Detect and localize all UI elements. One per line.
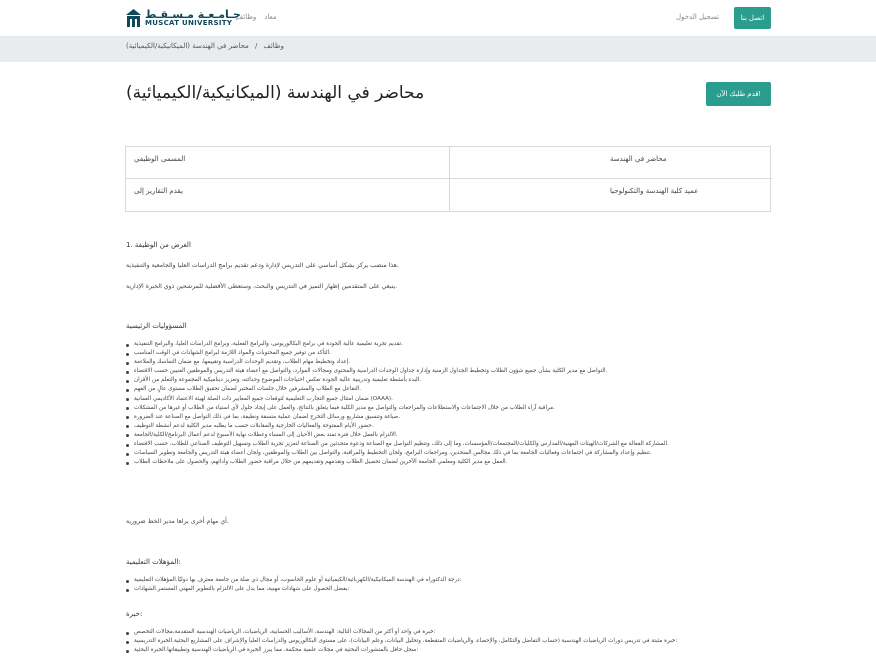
list-item: الالتزام بالعمل خلال فترة تمتد بعض الأحيان إلى المساء وعطلات نهاية الأسبوع لدعم أعمال البرنامج/الكلية/الجامعة. <box>126 431 669 440</box>
contact-button[interactable]: اتصل بنا <box>734 7 771 29</box>
purpose-paragraph-2: ينبغي على المتقدمين إظهار التميز في التدريس والبحث. وستعطى الأفضلية للمرشحين ذوي الخبرة الإدارية. <box>126 283 398 290</box>
reports-to-label: يقدم التقارير إلى <box>134 187 183 195</box>
breadcrumb <box>126 42 288 50</box>
reports-to-value: عميد كلية الهندسة والتكنولوجيا <box>449 179 772 211</box>
list-item: التفاعل مع الطلاب والمشرفين خلال جلسات المختبر لضمان تحقيق الطلاب مستوى عالٍ من الفهم. <box>126 385 669 394</box>
top-navbar <box>0 0 876 37</box>
responsibilities-list <box>126 340 669 467</box>
login-link[interactable]: تسجيل الدخول <box>676 13 720 21</box>
logo-arabic-text: جـامـعـة مـسـقـط <box>145 8 241 21</box>
nav-jobs-link[interactable]: وظائف <box>236 13 257 21</box>
list-item: التواصل مع مدير الكلية بشأن جميع شؤون الطلاب وتخطيط الجداول الزمنية وإدارة جداول الوحدات الدراسية والمحتوى ومجالات الموارد، والتواصل مع أعضاء هيئة التدريس والموظفين الفنيين حسب الاقتضاء. <box>126 367 669 376</box>
nav-institute-link[interactable]: معاد <box>264 13 277 21</box>
purpose-heading: 1. الغرض من الوظيفة <box>126 241 191 249</box>
list-item: تنظيم وإعداد والمشاركة في اجتماعات وفعاليات الجامعة بما في ذلك مجالس المتحدين، ومراجعات البرامج، ولجان التخطيط والمراقبة، والتواصل بين الطلاب والموظفين، ولجان أعضاء هيئة التدريس والجامعة وتطوير السياسات. <box>126 449 669 458</box>
list-item: سجل حافل بالمنشورات البحثية في مجلات علمية محكمة، مما يبرز الخبرة في الرياضيات الهندسية وتطبيقاتها.الخبرة البحثية: <box>126 646 677 655</box>
list-item: حضور الأيام المفتوحة والفعاليات الخارجية والمقابلات حسب ما يطلبه مدير الكلية لدعم أنشطة التوظيف. <box>126 422 669 431</box>
responsibilities-note: أي مهام أخرى يراها مدير الخط ضرورية. <box>126 518 229 525</box>
list-item: المشاركة الفعالة مع الشركات/الهيئات المهنية/المدارس والكليات/المجتمعات/المؤسسات، وما إلى ذلك، وتنظيم التواصل مع الصناعة ودعوة متحدثين من الصناعة لتعزيز تجربة الطلاب وتسهيل التوظيف الصناعي للطلاب، حسب الاقتضاء. <box>126 440 669 449</box>
page-title: محاضر في الهندسة (الميكانيكية/الكيميائية) <box>126 83 425 103</box>
list-item: البدء بأنشطة تعليمية وتدريبية عالية الجودة تعكس احتياجات الموضوع وحداثته، وتعزيز ديناميكية المجموعة والتعلم من الأقران. <box>126 376 669 385</box>
apply-now-button[interactable]: قدم طلبك الآن! <box>706 82 771 106</box>
list-item: خبرة مثبتة في تدريس دورات الرياضيات الهندسية (حساب التفاضل والتكامل، والإحصاء، والرياضيات المتقطعة، وتحليل البيانات، وعلم البيانات)، على مستوى البكالوريوس والدراسات العليا والإشراف على المشاريع البحثية.الخبرة التدريسية: <box>126 637 677 646</box>
university-emblem-icon <box>126 9 141 28</box>
list-item: العمل مع مدير الكلية ومعلمي الجامعة الآخرين لضمان تحصيل الطلاب وتقدمهم وتقديمهم من خلال مراقبة حضور الطلاب وأدائهم، والحصول على ملاحظات الطلاب. <box>126 458 669 467</box>
list-item: خبرة في واحد أو أكثر من المجالات التالية: الهندسة، الأساليب الحسابية، الرياضيات، الرياضيات الهندسية المتقدمة،مجالات التخصص: <box>126 628 677 637</box>
list-item: التأكد من توفير جميع المحتويات والمواد اللازمة لبرامج الشهادات في الوقت المناسب. <box>126 349 669 358</box>
list-item: تقديم تجربة تعليمية عالية الجودة في برامج البكالوريوس، والبرامج الفعلية، وبرامج الدراسات العليا، والبرامج التنفيذية. <box>126 340 669 349</box>
list-item: صياغة وتنسيق مشاريع ورسائل التخرج لضمان عملية منسقة ونظيفة، بما في ذلك التواصل مع الصناعة عند الضرورة. <box>126 413 669 422</box>
list-item: يفضل الحصول على شهادات مهنية، مما يدل على الالتزام بالتطوير المهني المستمر.الشهادات: <box>126 585 462 594</box>
experience-heading: خبرة: <box>126 610 143 618</box>
job-info-table <box>125 146 771 212</box>
purpose-paragraph-1: هذا منصب يركز بشكل أساسي على التدريس لإدارة ودعم تقديم برامج الدراسات العليا والجامعية والتنفيذية. <box>126 262 399 269</box>
job-title-value: محاضر في الهندسة <box>449 147 772 179</box>
experience-list <box>126 628 677 655</box>
breadcrumb-separator: / <box>255 42 258 50</box>
breadcrumb-jobs-link[interactable]: وظائف <box>263 42 284 50</box>
list-item: درجة الدكتوراه في الهندسة الميكانيكية/الكهربائية/الكيميائية أو علوم الحاسوب، أو مجال ذي صلة من جامعة معترف بها دوليًا.المؤهلات التعليمية: <box>126 576 462 585</box>
logo-english-text: MUSCAT UNIVERSITY <box>145 19 233 27</box>
list-item: إعداد وتخطيط مهام الطلاب، وتقديم الوحدات الدراسية وتقييمها، مع ضمان التماسك والملاءمة. <box>126 358 669 367</box>
responsibilities-heading: المسؤوليات الرئيسية <box>126 322 187 330</box>
qualifications-heading: المؤهلات التعليمية: <box>126 558 181 566</box>
qualifications-list <box>126 576 462 594</box>
nav-links <box>236 13 277 21</box>
breadcrumb-current: محاضر في الهندسة (الميكانيكية/الكيميائية) <box>126 42 249 50</box>
university-logo[interactable] <box>126 7 241 29</box>
list-item: ضمان امتثال جميع التجارب التعليمية لتوقعات جميع المعايير ذات الصلة لهيئة الاعتماد الأكاديمي العمانية (OAAA). <box>126 395 669 404</box>
list-item: مراقبة آراء الطلاب من خلال الاجتماعات والاستطلاعات والمراجعات والتواصل مع مدير الكلية فيما يتعلق بالنتائج، والعمل على إيجاد حلول لأي استياء من الطلاب أو غيرها من المشكلات. <box>126 404 669 413</box>
job-title-label: المسمى الوظيفي <box>126 147 449 179</box>
